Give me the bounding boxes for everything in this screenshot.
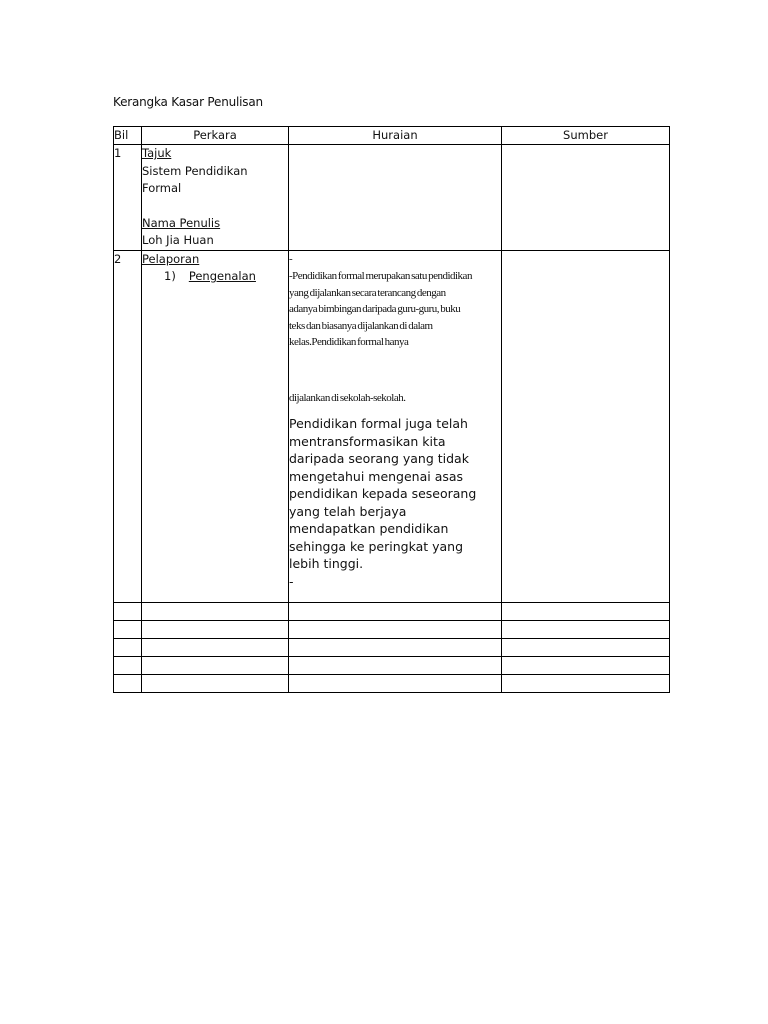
tajuk-value: Sistem Pendidikan Formal (142, 163, 248, 195)
row1-perkara (142, 145, 289, 251)
huraian-dash-bottom: - (289, 573, 294, 589)
table-row (114, 656, 670, 674)
huraian-paragraph-2: Pendidikan formal juga telah mentransformasikan kita daripada seorang yang tidak mengetahui mengenai asas pendidikan kepada seseorang yang telah berjaya mendapatkan pendidikan sehingga ke peringkat yang lebih tinggi. (289, 416, 477, 571)
penulis-value: Loh Jia Huan (142, 233, 214, 247)
header-perkara: Perkara (142, 127, 289, 145)
table-row (114, 250, 670, 602)
pengenalan-number: 1) (164, 269, 176, 283)
huraian-paragraph-1-continued: dijalankan di sekolah-sekolah. (289, 391, 406, 404)
pengenalan-label: Pengenalan (188, 269, 256, 283)
pelaporan-label: Pelaporan (142, 251, 200, 266)
header-row (114, 127, 670, 145)
row1-huraian (289, 145, 502, 251)
table-row (114, 620, 670, 638)
table-row (114, 674, 670, 692)
row2-bil: 2 (114, 250, 142, 602)
outline-table (113, 126, 670, 693)
row1-bil: 1 (114, 145, 142, 251)
document-title: Kerangka Kasar Penulisan (113, 95, 263, 109)
row1-sumber (502, 145, 670, 251)
huraian-dash-top: - (289, 252, 293, 265)
row2-sumber (502, 250, 670, 602)
pengenalan-item (142, 268, 288, 286)
row2-perkara (142, 250, 289, 602)
table-row (114, 602, 670, 620)
penulis-label: Nama Penulis (142, 215, 221, 230)
huraian-paragraph-1: -Pendidikan formal merupakan satu pendidikan yang dijalankan secara terancang dengan adanya bimbingan daripada guru-guru, buku teks dan biasanya dijalankan di dalam kelas.Pendidikan formal hanya (289, 270, 472, 348)
row2-huraian (289, 250, 502, 602)
table-row (114, 145, 670, 251)
tajuk-label: Tajuk (142, 146, 172, 160)
table-row (114, 638, 670, 656)
header-huraian: Huraian (289, 127, 502, 145)
header-sumber: Sumber (502, 127, 670, 145)
header-bil: Bil (114, 127, 142, 145)
